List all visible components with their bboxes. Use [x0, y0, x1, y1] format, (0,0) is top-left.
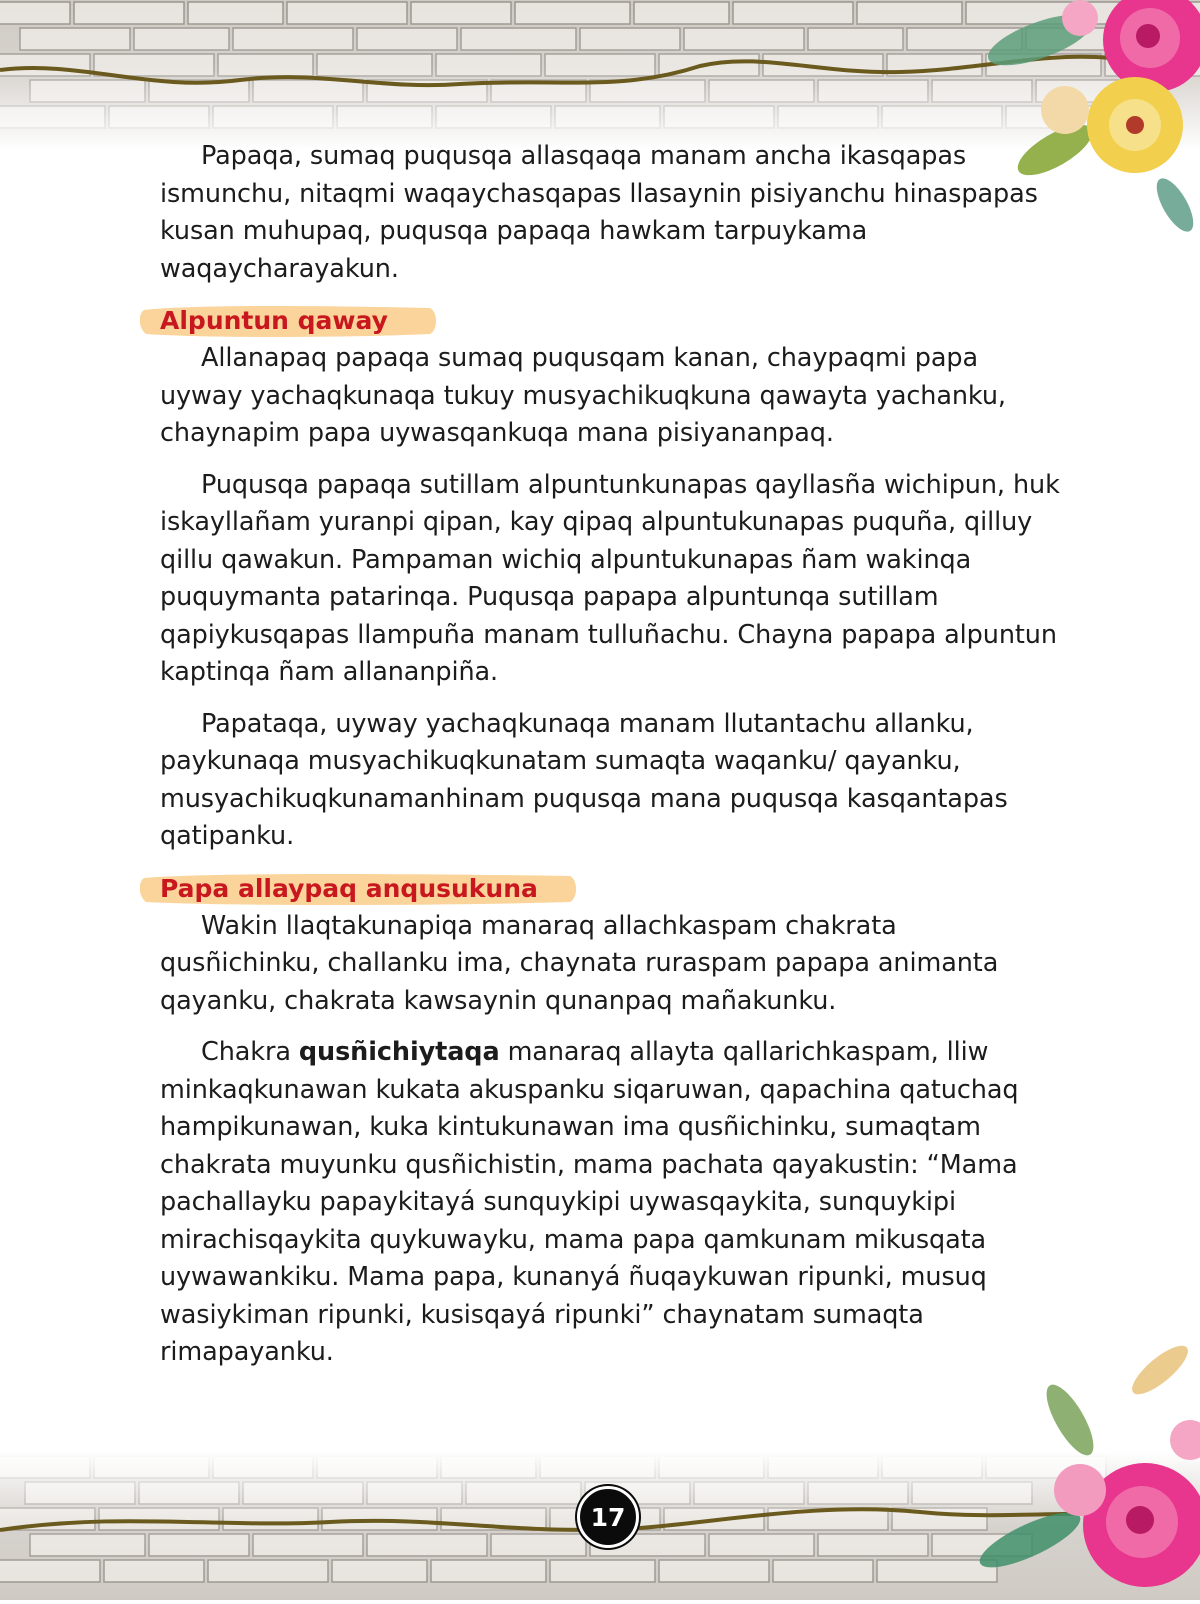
text-run: manaraq allayta qallarichkaspam, lliw minkaqkunawan kukata akuspanku siqaruwan, qapachina qatuchaq hampikunawan, kuka kintukunawan ima qusñichinku, sumaqtam chakrata muyunku qusñichistin, mama pachata qayakustin: “Mama pachallayku papaykitayá sunquykipi uywasqaykita, sunquykipi mirachisqaykita quykuwayku, mama papa qamkunam mikusqata uywawankiku. Mama papa, kunanyá ñuqaykuwan ripunki, musuq wasiykiman ripunki, kusisqayá ripunki” chaynatam sumaqta rimapayanku.	[160, 1037, 1019, 1367]
flower-bottom-right-icon	[960, 1340, 1200, 1600]
body-paragraph: Puqusqa papaqa sutillam alpuntunkunapas qayllasña wichipun, huk iskayllañam yuranpi qipan, kay qipaq alpuntukunapas puquña, qilluy qillu qawakun. Pampaman wichiq alpuntukunapas ñam wakinqa puquymanta patarinqa. Puqusqa papapa alpuntunqa sutillam qapiykusqapas llampuña manam tulluñachu. Chayna papapa alpuntun kaptinqa ñam allananpiña.	[160, 469, 1060, 687]
section-heading-anqusukuna	[140, 870, 1060, 908]
page-number-badge: 17	[577, 1486, 639, 1548]
body-paragraph-with-bold	[160, 1034, 1060, 1372]
section-heading-text: Alpuntun qaway	[160, 306, 388, 335]
intro-paragraph: Papaqa, sumaq puqusqa allasqaqa manam ancha ikasqapas ismunchu, nitaqmi waqaychasqapas llasaynin pisiyanchu hinaspapas kusan muhupaq, puqusqa papaqa hawkam tarpuykama waqaycharayakun.	[160, 141, 1038, 284]
body-paragraph: Wakin llaqtakunapiqa manaraq allachkaspam chakrata qusñichinku, challanku ima, chaynata ruraspam papapa animanta qayanku, chakrata kawsaynin qunanpaq mañakunku.	[160, 910, 999, 1016]
text-run: Chakra	[201, 1037, 299, 1067]
section-heading-text: Papa allaypaq anqusukuna	[160, 873, 538, 903]
body-paragraph: Papataqa, uyway yachaqkunaqa manam llutantachu allanku, paykunaqa musyachikuqkunatam sumaqta waqanku/ qayanku, musyachikuqkunamanhinam puqusqa mana puqusqa kasqantapas qatipanku.	[160, 708, 1008, 851]
bold-term: qusñichiytaqa	[298, 1037, 500, 1067]
body-paragraph: Allanapaq papaqa sumaq puqusqam kanan, chaypaqmi papa uyway yachaqkunaqa tukuy musyachikuqkuna qawayta yachanku, chaynapim papa uywasqankuqa mana pisiyananpaq.	[160, 343, 1006, 448]
section-heading-alpuntun	[140, 302, 1060, 340]
document-body	[160, 138, 1060, 1386]
